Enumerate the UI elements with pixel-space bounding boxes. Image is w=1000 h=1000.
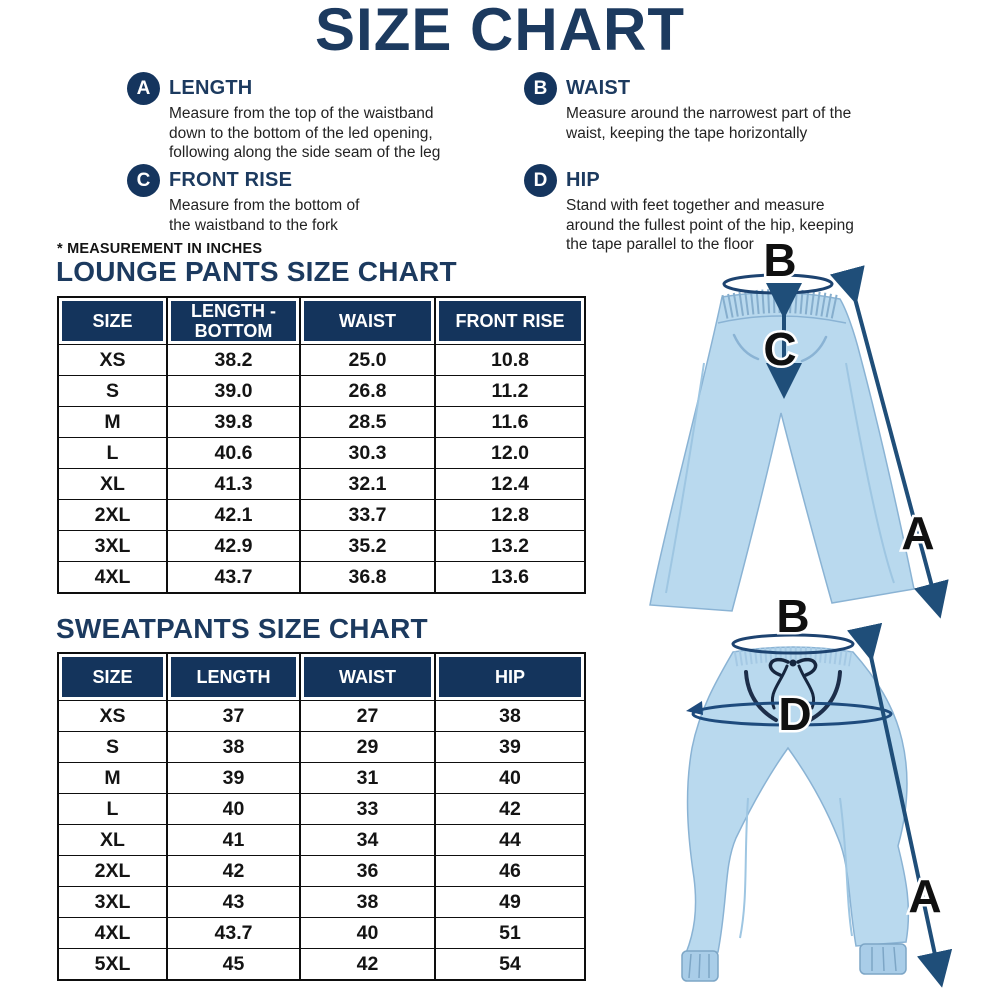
table-cell: 31 (300, 763, 435, 794)
table-cell: 40.6 (167, 438, 300, 469)
lounge-size-table (57, 296, 586, 594)
hip-letter: D (778, 688, 812, 740)
table-cell: XS (58, 345, 167, 376)
waist-letter: B (776, 598, 810, 642)
length-letter: A (908, 870, 942, 922)
table-cell: 44 (435, 825, 585, 856)
measurement-unit-note: * MEASUREMENT IN INCHES (57, 241, 263, 257)
table-cell: 43.7 (167, 562, 300, 594)
lounge-table-heading: LOUNGE PANTS SIZE CHART (56, 256, 457, 287)
table-row (58, 469, 585, 500)
legend-desc-front-rise: Measure from the bottom of the waistband to the fork (169, 197, 360, 234)
table-row (58, 500, 585, 531)
table-cell: M (58, 763, 167, 794)
table-cell: 40 (300, 918, 435, 949)
table-cell: 38.2 (167, 345, 300, 376)
table-cell: 39.8 (167, 407, 300, 438)
table-row (58, 856, 585, 887)
table-cell: 39 (167, 763, 300, 794)
table-row (58, 531, 585, 562)
legend-item-waist (524, 72, 858, 143)
table-cell: 38 (167, 732, 300, 763)
hip-ellipse-arrowhead (686, 701, 703, 715)
table-cell: 42 (435, 794, 585, 825)
col-length (167, 653, 300, 701)
table-header-row (58, 297, 585, 345)
table-row (58, 763, 585, 794)
table-row (58, 376, 585, 407)
col-waist-label: WAIST (304, 301, 431, 341)
table-row (58, 794, 585, 825)
table-cell: 29 (300, 732, 435, 763)
table-row (58, 949, 585, 981)
table-cell: 25.0 (300, 345, 435, 376)
legend-label-waist: WAIST (566, 77, 631, 99)
table-cell: 35.2 (300, 531, 435, 562)
table-cell: XS (58, 701, 167, 732)
legend-item-hip (524, 164, 856, 255)
badge-a: A (127, 72, 160, 105)
col-size-label: SIZE (62, 657, 163, 697)
table-cell: 32.1 (300, 469, 435, 500)
legend-label-hip: HIP (566, 169, 600, 191)
table-row (58, 825, 585, 856)
table-cell: 46 (435, 856, 585, 887)
col-hip-label: HIP (439, 657, 581, 697)
table-cell: 38 (300, 887, 435, 918)
table-cell: 39.0 (167, 376, 300, 407)
legend-label-length: LENGTH (169, 77, 253, 99)
sweatpants-table-heading: SWEATPANTS SIZE CHART (56, 613, 428, 644)
badge-b: B (524, 72, 557, 105)
table-cell: 40 (167, 794, 300, 825)
table-cell: S (58, 732, 167, 763)
table-cell: 45 (167, 949, 300, 981)
table-cell: 41.3 (167, 469, 300, 500)
badge-c: C (127, 164, 160, 197)
table-cell: 42 (167, 856, 300, 887)
col-hip (435, 653, 585, 701)
table-cell: 37 (167, 701, 300, 732)
col-size-label: SIZE (62, 301, 163, 341)
table-cell: 43 (167, 887, 300, 918)
table-cell: S (58, 376, 167, 407)
legend-item-front-rise (127, 164, 383, 235)
length-letter: A (901, 507, 935, 559)
table-cell: 42.9 (167, 531, 300, 562)
table-header-row (58, 653, 585, 701)
col-front-rise-label: FRONT RISE (439, 301, 581, 341)
table-cell: 4XL (58, 562, 167, 594)
table-row (58, 562, 585, 594)
front-rise-letter: C (763, 323, 797, 375)
table-cell: 33 (300, 794, 435, 825)
table-cell: XL (58, 825, 167, 856)
table-cell: 2XL (58, 500, 167, 531)
table-cell: 30.3 (300, 438, 435, 469)
table-cell: 43.7 (167, 918, 300, 949)
table-cell: 12.8 (435, 500, 585, 531)
table-cell: 10.8 (435, 345, 585, 376)
table-cell: 42.1 (167, 500, 300, 531)
table-row (58, 701, 585, 732)
table-cell: 36 (300, 856, 435, 887)
table-cell: 38 (435, 701, 585, 732)
col-size (58, 653, 167, 701)
legend-desc-length: Measure from the top of the waistband down to the bottom of the led opening, following along the side seam of the leg (169, 105, 441, 162)
lounge-pants-illustration (608, 243, 958, 628)
table-row (58, 918, 585, 949)
table-cell: 3XL (58, 887, 167, 918)
table-cell: L (58, 794, 167, 825)
table-cell: 33.7 (300, 500, 435, 531)
legend-label-front-rise: FRONT RISE (169, 169, 293, 191)
page-title: SIZE CHART (315, 0, 685, 63)
table-cell: 11.2 (435, 376, 585, 407)
table-cell: 2XL (58, 856, 167, 887)
table-cell: 11.6 (435, 407, 585, 438)
table-cell: 42 (300, 949, 435, 981)
table-row (58, 438, 585, 469)
col-length-label: LENGTH (171, 657, 296, 697)
table-cell: 34 (300, 825, 435, 856)
col-size (58, 297, 167, 345)
table-row (58, 887, 585, 918)
table-cell: 3XL (58, 531, 167, 562)
waist-letter: B (763, 243, 797, 286)
table-cell: 5XL (58, 949, 167, 981)
col-length-bottom-label: LENGTH - BOTTOM (171, 301, 296, 341)
col-length-bottom (167, 297, 300, 345)
table-cell: 40 (435, 763, 585, 794)
table-cell: 12.0 (435, 438, 585, 469)
table-row (58, 407, 585, 438)
table-cell: 4XL (58, 918, 167, 949)
col-waist-label: WAIST (304, 657, 431, 697)
table-cell: 28.5 (300, 407, 435, 438)
table-cell: 49 (435, 887, 585, 918)
table-cell: 13.2 (435, 531, 585, 562)
col-waist (300, 653, 435, 701)
table-cell: 41 (167, 825, 300, 856)
badge-d: D (524, 164, 557, 197)
legend-desc-waist: Measure around the narrowest part of the waist, keeping the tape horizontally (566, 105, 852, 142)
table-cell: 26.8 (300, 376, 435, 407)
table-cell: XL (58, 469, 167, 500)
table-cell: L (58, 438, 167, 469)
col-waist (300, 297, 435, 345)
table-row (58, 732, 585, 763)
legend-item-length (127, 72, 474, 163)
table-cell: M (58, 407, 167, 438)
table-cell: 36.8 (300, 562, 435, 594)
table-cell: 12.4 (435, 469, 585, 500)
table-cell: 39 (435, 732, 585, 763)
table-cell: 13.6 (435, 562, 585, 594)
sweatpants-size-table (57, 652, 586, 981)
legend-desc-hip: Stand with feet together and measure around the fullest point of the hip, keeping the tape parallel to the floor (566, 197, 854, 254)
table-cell: 54 (435, 949, 585, 981)
table-row (58, 345, 585, 376)
col-front-rise (435, 297, 585, 345)
table-cell: 27 (300, 701, 435, 732)
sweatpants-illustration (598, 598, 1000, 1000)
table-cell: 51 (435, 918, 585, 949)
